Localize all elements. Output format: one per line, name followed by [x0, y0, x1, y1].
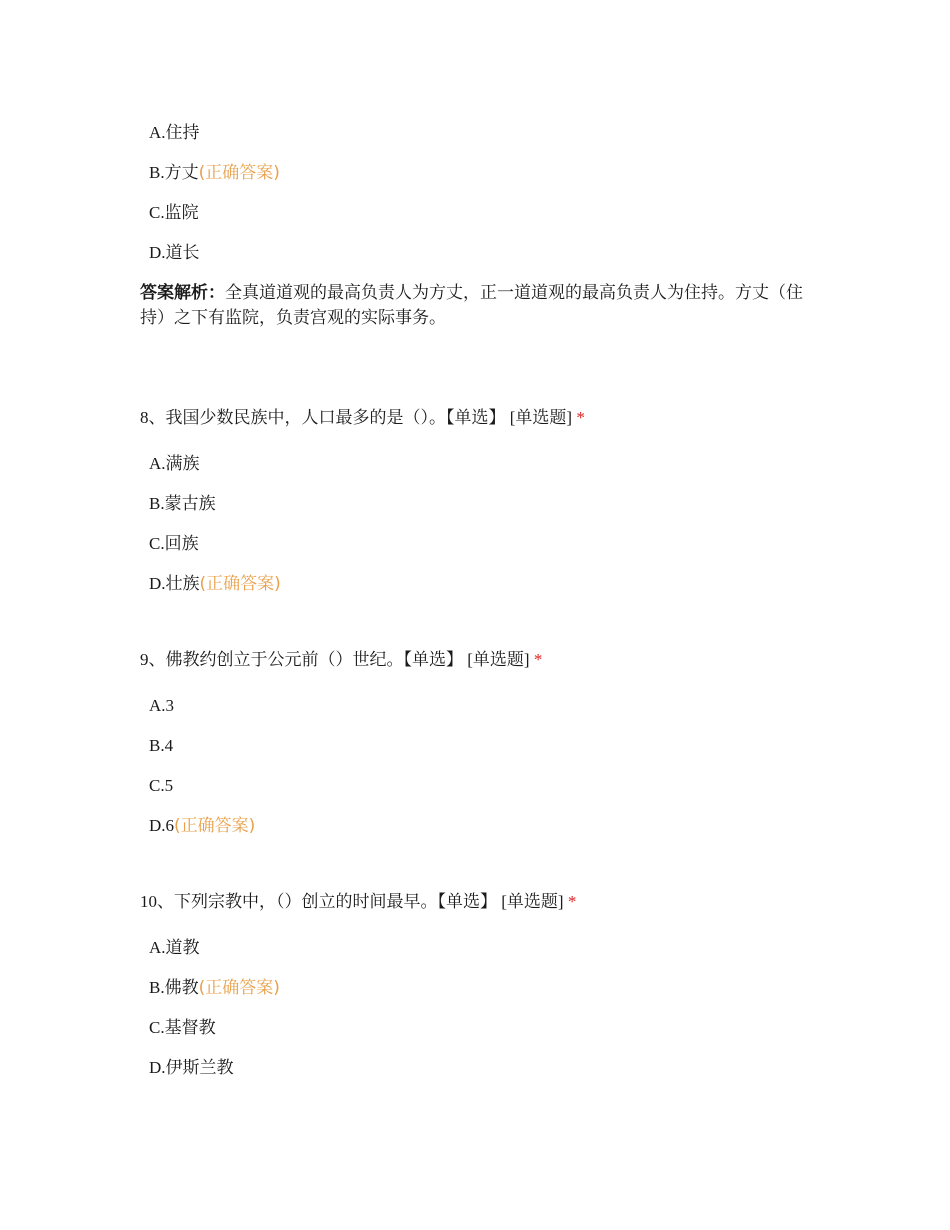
- question-number: 10: [140, 892, 157, 911]
- option-10-b: [149, 976, 280, 1000]
- question-text: 、我国少数民族中，人口最多的是（）。【单选】: [148, 408, 506, 428]
- option-text: 道教: [165, 938, 200, 958]
- option-text: 回族: [164, 534, 199, 554]
- option-letter: D.: [149, 1058, 166, 1077]
- option-letter: A.: [149, 696, 166, 715]
- option-letter: B.: [149, 494, 165, 513]
- question-number: 9: [140, 650, 149, 669]
- option-letter: C.: [149, 776, 165, 795]
- option-text: 佛教: [164, 978, 199, 998]
- option-10-d: [149, 1056, 234, 1080]
- option-letter: A.: [149, 123, 166, 142]
- option-text: 壮族: [165, 574, 200, 594]
- option-9-d: [149, 814, 255, 838]
- option-letter: B.: [149, 736, 165, 755]
- question-number: 8: [140, 408, 149, 427]
- option-text: 6: [165, 816, 175, 835]
- question-text: 、佛教约创立于公元前（）世纪。【单选】: [148, 650, 463, 670]
- correct-answer-marker: (正确答案): [198, 978, 280, 998]
- required-marker: *: [572, 408, 585, 427]
- option-text: 监院: [164, 203, 199, 223]
- option-7-d: [149, 241, 200, 265]
- option-10-c: [149, 1016, 216, 1040]
- option-letter: C.: [149, 534, 165, 553]
- option-7-b: [149, 161, 280, 185]
- option-text: 方丈: [164, 163, 199, 183]
- option-8-d: [149, 572, 281, 596]
- option-text: 住持: [165, 123, 200, 143]
- question-type: [单选题]: [505, 408, 573, 427]
- option-letter: C.: [149, 203, 165, 222]
- option-8-b: [149, 492, 216, 516]
- option-text: 蒙古族: [164, 494, 216, 514]
- analysis-text: 全真道道观的最高负责人为方丈，正一道道观的最高负责人为住持。方丈（住持）之下有监院，负责宫观的实际事务。: [140, 283, 803, 328]
- option-text: 3: [165, 696, 175, 715]
- option-7-c: [149, 201, 199, 225]
- option-letter: D.: [149, 243, 166, 262]
- option-8-c: [149, 532, 199, 556]
- option-text: 道长: [165, 243, 200, 263]
- option-9-b: [149, 734, 173, 758]
- option-9-a: [149, 694, 174, 718]
- required-marker: *: [529, 650, 543, 669]
- correct-answer-marker: (正确答案): [198, 163, 280, 183]
- correct-answer-marker: (正确答案): [199, 574, 281, 594]
- option-text: 4: [164, 736, 174, 755]
- option-letter: A.: [149, 938, 166, 957]
- option-7-a: [149, 121, 200, 145]
- question-text: 、下列宗教中，（）创立的时间最早。【单选】: [157, 892, 497, 912]
- option-letter: A.: [149, 454, 166, 473]
- question-9-title: [140, 648, 542, 672]
- question-10-title: [140, 890, 576, 914]
- option-letter: C.: [149, 1018, 165, 1037]
- answer-analysis: [140, 281, 820, 331]
- question-type: [单选题]: [497, 892, 564, 911]
- option-text: 5: [164, 776, 174, 795]
- analysis-label: 答案解析：: [140, 283, 225, 303]
- option-letter: D.: [149, 574, 166, 593]
- option-8-a: [149, 452, 200, 476]
- option-text: 满族: [165, 454, 200, 474]
- correct-answer-marker: (正确答案): [174, 816, 256, 836]
- option-10-a: [149, 936, 200, 960]
- option-text: 基督教: [164, 1018, 216, 1038]
- option-letter: D.: [149, 816, 166, 835]
- question-type: [单选题]: [463, 650, 530, 669]
- option-letter: B.: [149, 978, 165, 997]
- option-text: 伊斯兰教: [165, 1058, 234, 1078]
- required-marker: *: [563, 892, 577, 911]
- option-9-c: [149, 774, 173, 798]
- question-8-title: [140, 406, 585, 430]
- option-letter: B.: [149, 163, 165, 182]
